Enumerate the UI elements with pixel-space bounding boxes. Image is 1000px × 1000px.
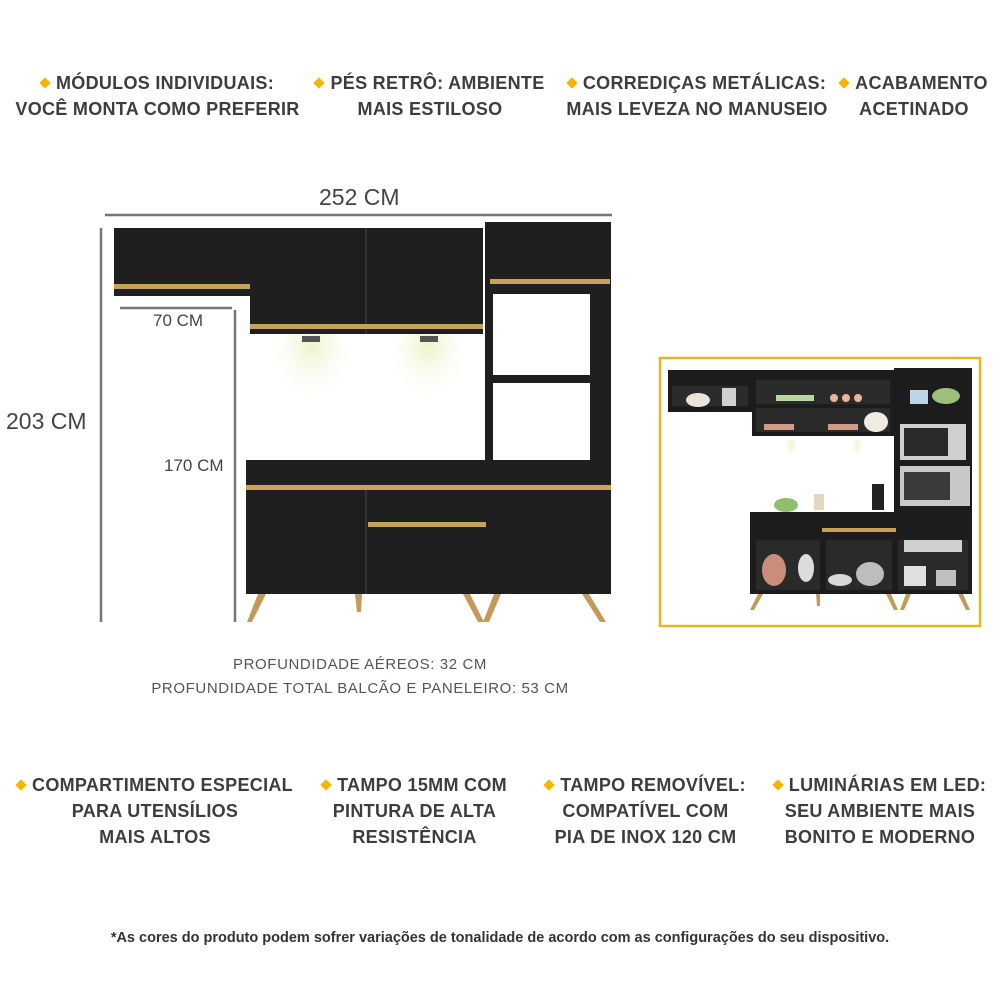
height-label: 203 CM bbox=[6, 408, 87, 434]
feature-tampo-15mm: TAMPO 15MM COM PINTURA DE ALTA RESISTÊNCIA bbox=[302, 772, 527, 850]
gold-trim bbox=[488, 485, 611, 490]
feature-luminarias: LUMINÁRIAS EM LED: SEU AMBIENTE MAIS BONITO E MODERNO bbox=[762, 772, 998, 850]
color-disclaimer: *As cores do produto podem sofrer variações de tonalidade de acordo com as configurações do seu dispositivo. bbox=[110, 930, 890, 946]
feature-compartimento: COMPARTIMENTO ESPECIAL PARA UTENSÍLIOS MAIS ALTOS bbox=[5, 772, 305, 850]
diamond-bullet-icon bbox=[544, 779, 555, 790]
feature-pes-retro: PÉS RETRÔ: AMBIENTE MAIS ESTILOSO bbox=[305, 70, 555, 122]
depth-total: PROFUNDIDADE TOTAL BALCÃO E PANELEIRO: 53 CM bbox=[151, 680, 569, 697]
upper-gap-label: 70 CM bbox=[153, 311, 204, 330]
feature-modulos: MÓDULOS INDIVIDUAIS: VOCÊ MONTA COMO PREFERIR bbox=[15, 73, 300, 119]
width-label: 252 CM bbox=[319, 184, 400, 210]
tall-unit-shelf bbox=[485, 375, 611, 383]
led-lamp-icon bbox=[420, 336, 438, 342]
diamond-bullet-icon bbox=[772, 779, 783, 790]
depth-info bbox=[100, 653, 620, 701]
diamond-bullet-icon bbox=[320, 779, 331, 790]
diamond-bullet-icon bbox=[15, 779, 26, 790]
gold-trim bbox=[114, 284, 250, 289]
retro-legs bbox=[247, 594, 606, 622]
feature-acabamento: ACABAMENTO ACETINADO bbox=[830, 70, 998, 122]
feature-tampo-removivel: TAMPO REMOVÍVEL: COMPATÍVEL COM PIA DE INOX 120 CM bbox=[528, 772, 763, 850]
gold-trim bbox=[250, 324, 483, 329]
depth-upper: PROFUNDIDADE AÉREOS: 32 CM bbox=[233, 656, 487, 673]
tall-unit-base bbox=[488, 460, 611, 594]
feature-corredicas: CORREDIÇAS METÁLICAS: MAIS LEVEZA NO MANUSEIO bbox=[566, 73, 828, 119]
lower-height-label: 170 CM bbox=[164, 456, 224, 475]
gold-trim bbox=[246, 485, 488, 490]
gold-trim bbox=[490, 279, 610, 284]
drawer-handle bbox=[368, 522, 486, 527]
led-lamp-icon bbox=[302, 336, 320, 342]
